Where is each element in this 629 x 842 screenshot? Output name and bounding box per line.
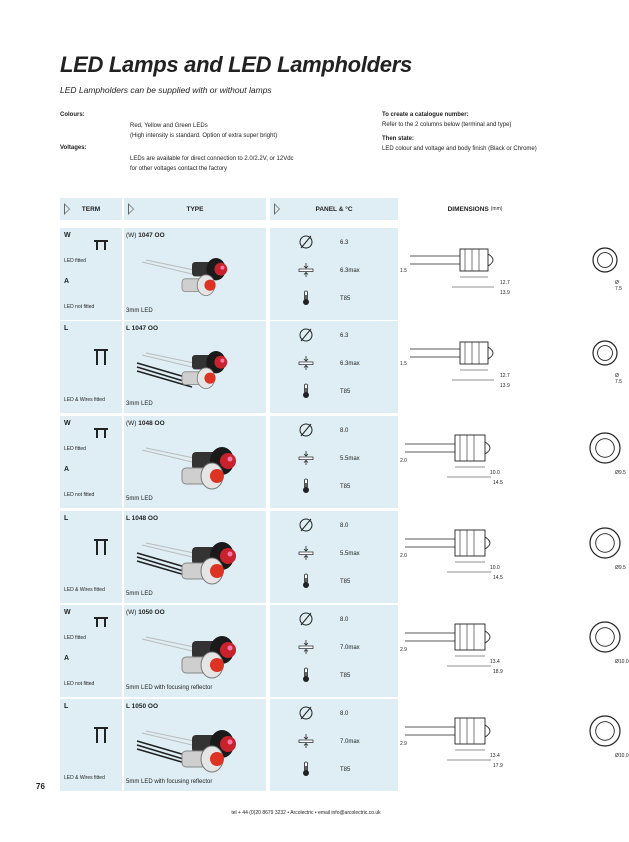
dim-diameter: Ø9.5	[615, 565, 626, 571]
term-code: L	[64, 703, 69, 710]
dim-lens-length: 1.5	[400, 268, 407, 274]
dim-body-length: 12.7	[500, 373, 510, 379]
panel-hole-icon	[298, 327, 314, 343]
arrow-icon	[274, 203, 280, 215]
footer: tel + 44 (0)20 8679 3232 • Arcolectric • email info@arcolectric.co.uk	[231, 810, 381, 816]
term-note-alt: LED not fitted	[64, 681, 95, 687]
panel-cell	[270, 699, 398, 791]
dim-lens-length: 2.0	[400, 458, 407, 464]
type-caption: 5mm LED	[126, 591, 153, 597]
panel-thickness-icon	[298, 733, 314, 749]
product-row	[60, 321, 622, 413]
dim-overall-length: 14.5	[493, 575, 503, 581]
type-cell	[124, 699, 266, 791]
term-note-alt: LED & Wires fitted	[64, 587, 105, 593]
page-subtitle: LED Lampholders can be supplied with or without lamps	[60, 85, 272, 95]
thermometer-icon	[298, 573, 314, 589]
thermometer-icon	[298, 478, 314, 494]
dimension-drawing	[400, 416, 626, 508]
voltages-text: LEDs are available for direct connection to 2.0/2.2V, or 12Vdc for other voltages contact the factory	[130, 156, 294, 172]
panel-hole-icon	[298, 422, 314, 438]
term-note: LED fitted	[64, 258, 86, 264]
panel-thickness-value: 7.0max	[340, 645, 360, 651]
dim-lens-length: 2.9	[400, 647, 407, 653]
dim-lens-length: 2.0	[400, 553, 407, 559]
dim-overall-length: 17.9	[493, 763, 503, 769]
term-code: W	[64, 609, 71, 616]
dim-overall-length: 13.9	[500, 290, 510, 296]
type-header: TYPE	[124, 198, 266, 220]
term-code: L	[64, 325, 69, 332]
lamp-photo	[132, 617, 262, 683]
lamp-photo	[132, 711, 262, 777]
product-row	[60, 416, 626, 508]
temperature-value: T85	[340, 579, 351, 585]
dim-overall-length: 13.9	[500, 383, 510, 389]
term-code: L	[64, 515, 69, 522]
panel-thickness-value: 5.5max	[340, 551, 360, 557]
dim-lens-length: 1.5	[400, 361, 407, 367]
thermometer-icon	[298, 383, 314, 399]
lamp-photo	[132, 428, 262, 494]
terminal-pins-icon	[94, 349, 108, 359]
dim-diameter: Ø 7.5	[615, 373, 622, 385]
terminal-pins-icon	[94, 727, 108, 737]
panel-hole-icon	[298, 517, 314, 533]
term-note-alt: LED & Wires fitted	[64, 397, 105, 403]
product-row	[60, 511, 626, 603]
type-code: (W) 1050 OO	[126, 609, 165, 616]
product-row	[60, 699, 629, 791]
term-note-alt: LED & Wires fitted	[64, 775, 105, 781]
voltages-label: Voltages:	[60, 145, 87, 151]
panel-header: PANEL & °C	[270, 198, 398, 220]
dimension-drawing	[400, 321, 622, 413]
temperature-value: T85	[340, 389, 351, 395]
panel-hole-value: 8.0	[340, 617, 349, 623]
type-caption: 5mm LED with focusing reflector	[126, 779, 213, 785]
dimension-drawing	[400, 228, 622, 320]
panel-hole-value: 6.3	[340, 333, 349, 339]
dim-overall-length: 14.5	[493, 480, 503, 486]
panel-thickness-value: 5.5max	[340, 456, 360, 462]
panel-thickness-value: 7.0max	[340, 739, 360, 745]
term-code: W	[64, 420, 71, 427]
thermometer-icon	[298, 290, 314, 306]
panel-cell	[270, 228, 398, 320]
product-row	[60, 605, 629, 697]
type-code: L 1048 OO	[126, 515, 159, 522]
lamp-photo	[132, 240, 262, 306]
panel-hole-value: 6.3	[340, 240, 349, 246]
term-cell	[60, 228, 122, 320]
temperature-value: T85	[340, 767, 351, 773]
dim-body-length: 10.0	[490, 470, 500, 476]
term-cell	[60, 699, 122, 791]
term-note-alt: LED not fitted	[64, 492, 95, 498]
panel-hole-icon	[298, 611, 314, 627]
type-code: L 1050 OO	[126, 703, 159, 710]
type-cell	[124, 416, 266, 508]
temperature-value: T85	[340, 484, 351, 490]
panel-hole-value: 8.0	[340, 711, 349, 717]
panel-cell	[270, 511, 398, 603]
terminal-pins-icon	[94, 428, 108, 438]
dimension-drawing	[400, 511, 626, 603]
panel-thickness-value: 6.3max	[340, 268, 360, 274]
dim-overall-length: 18.9	[493, 669, 503, 675]
panel-hole-icon	[298, 705, 314, 721]
arrow-icon	[64, 203, 70, 215]
catalogue-instructions: To create a catalogue number: Refer to the 2 columns below (terminal and type) Then state: LED colour and voltage and body finish (Black or Chrome)	[382, 112, 537, 152]
term-code: W	[64, 232, 71, 239]
term-code-alt: A	[64, 655, 70, 662]
dim-body-length: 13.4	[490, 659, 500, 665]
colours-text: Red, Yellow and Green LEDs (High intensity is standard. Option of extra super bright)	[130, 123, 278, 139]
type-cell	[124, 321, 266, 413]
term-code-alt: A	[64, 278, 70, 285]
lamp-photo	[132, 333, 262, 399]
panel-cell	[270, 605, 398, 697]
term-cell	[60, 321, 122, 413]
terminal-pins-icon	[94, 617, 108, 627]
panel-thickness-value: 6.3max	[340, 361, 360, 367]
page-number: 76	[36, 782, 45, 791]
term-cell	[60, 511, 122, 603]
term-header: TERM	[60, 198, 122, 220]
type-caption: 3mm LED	[126, 401, 153, 407]
term-note: LED fitted	[64, 446, 86, 452]
panel-hole-value: 8.0	[340, 523, 349, 529]
dim-diameter: Ø10.0	[615, 659, 629, 665]
term-note-alt: LED not fitted	[64, 304, 95, 310]
dimensions-header: DIMENSIONS (mm)	[447, 205, 503, 213]
product-row	[60, 228, 622, 320]
type-cell	[124, 511, 266, 603]
dim-diameter: Ø9.5	[615, 470, 626, 476]
terminal-pins-icon	[94, 240, 108, 250]
panel-cell	[270, 416, 398, 508]
dimension-drawing	[400, 699, 629, 791]
arrow-icon	[128, 203, 134, 215]
page-title: LED Lamps and LED Lampholders	[60, 52, 412, 77]
thermometer-icon	[298, 761, 314, 777]
panel-hole-value: 8.0	[340, 428, 349, 434]
type-code: (W) 1047 OO	[126, 232, 165, 239]
dim-body-length: 13.4	[490, 753, 500, 759]
type-caption: 3mm LED	[126, 308, 153, 314]
term-cell	[60, 416, 122, 508]
panel-cell	[270, 321, 398, 413]
dim-body-length: 10.0	[490, 565, 500, 571]
dimension-drawing	[400, 605, 629, 697]
type-caption: 5mm LED with focusing reflector	[126, 685, 213, 691]
terminal-pins-icon	[94, 539, 108, 549]
temperature-value: T85	[340, 673, 351, 679]
term-cell	[60, 605, 122, 697]
dim-diameter: Ø 7.5	[615, 280, 622, 292]
type-caption: 5mm LED	[126, 496, 153, 502]
panel-thickness-icon	[298, 450, 314, 466]
type-cell	[124, 228, 266, 320]
panel-hole-icon	[298, 234, 314, 250]
type-code: L 1047 OO	[126, 325, 159, 332]
type-cell	[124, 605, 266, 697]
term-note: LED fitted	[64, 635, 86, 641]
panel-thickness-icon	[298, 545, 314, 561]
dim-body-length: 12.7	[500, 280, 510, 286]
lamp-photo	[132, 523, 262, 589]
type-code: (W) 1048 OO	[126, 420, 165, 427]
dim-lens-length: 2.9	[400, 741, 407, 747]
term-code-alt: A	[64, 466, 70, 473]
panel-thickness-icon	[298, 639, 314, 655]
colours-label: Colours:	[60, 112, 85, 118]
panel-thickness-icon	[298, 355, 314, 371]
thermometer-icon	[298, 667, 314, 683]
dim-diameter: Ø10.0	[615, 753, 629, 759]
temperature-value: T85	[340, 296, 351, 302]
panel-thickness-icon	[298, 262, 314, 278]
